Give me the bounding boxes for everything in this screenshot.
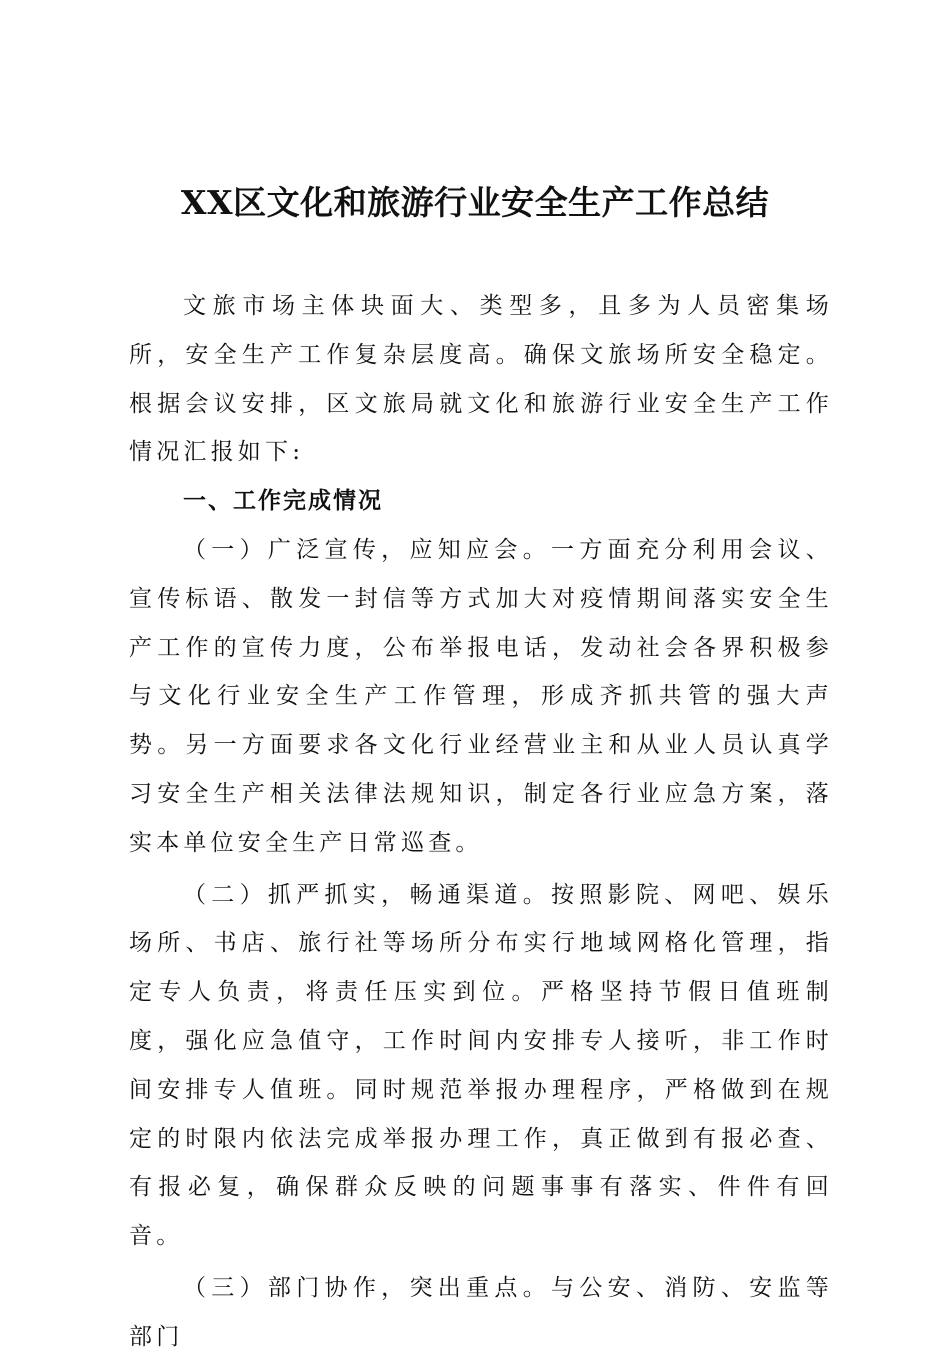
document-body	[129, 282, 833, 1362]
intro-paragraph: 文旅市场主体块面大、类型多，且多为人员密集场所，安全生产工作复杂层度高。确保文旅场所安全稳定。根据会议安排，区文旅局就文化和旅游行业安全生产工作情况汇报如下:	[129, 293, 833, 466]
section-heading: 一、工作完成情况	[183, 488, 383, 515]
paragraph-item-3: （三）部门协作，突出重点。与公安、消防、安监等部门	[129, 1274, 833, 1350]
document-title: XX区文化和旅游行业安全生产工作总结	[180, 183, 770, 222]
paragraph-item-1: （一）广泛宣传，应知应会。一方面充分利用会议、宣传标语、散发一封信等方式加大对疫情期间落实安全生产工作的宣传力度，公布举报电话，发动社会各界积极参与文化行业安全生产工作管理，形成齐抓共管的强大声势。另一方面要求各文化行业经营业主和从业人员认真学习安全生产相关法律法规知识，制定各行业应急方案，落实本单位安全生产日常巡查。	[129, 536, 833, 856]
paragraph-item-2: （二）抓严抓实，畅通渠道。按照影院、网吧、娱乐场所、书店、旅行社等场所分布实行地域网格化管理，指定专人负责，将责任压实到位。严格坚持节假日值班制度，强化应急值守，工作时间内安排专人接听，非工作时间安排专人值班。同时规范举报办理程序，严格做到在规定的时限内依法完成举报办理工作，真正做到有报必查、有报必复，确保群众反映的问题事事有落实、件件有回音。	[129, 881, 833, 1250]
